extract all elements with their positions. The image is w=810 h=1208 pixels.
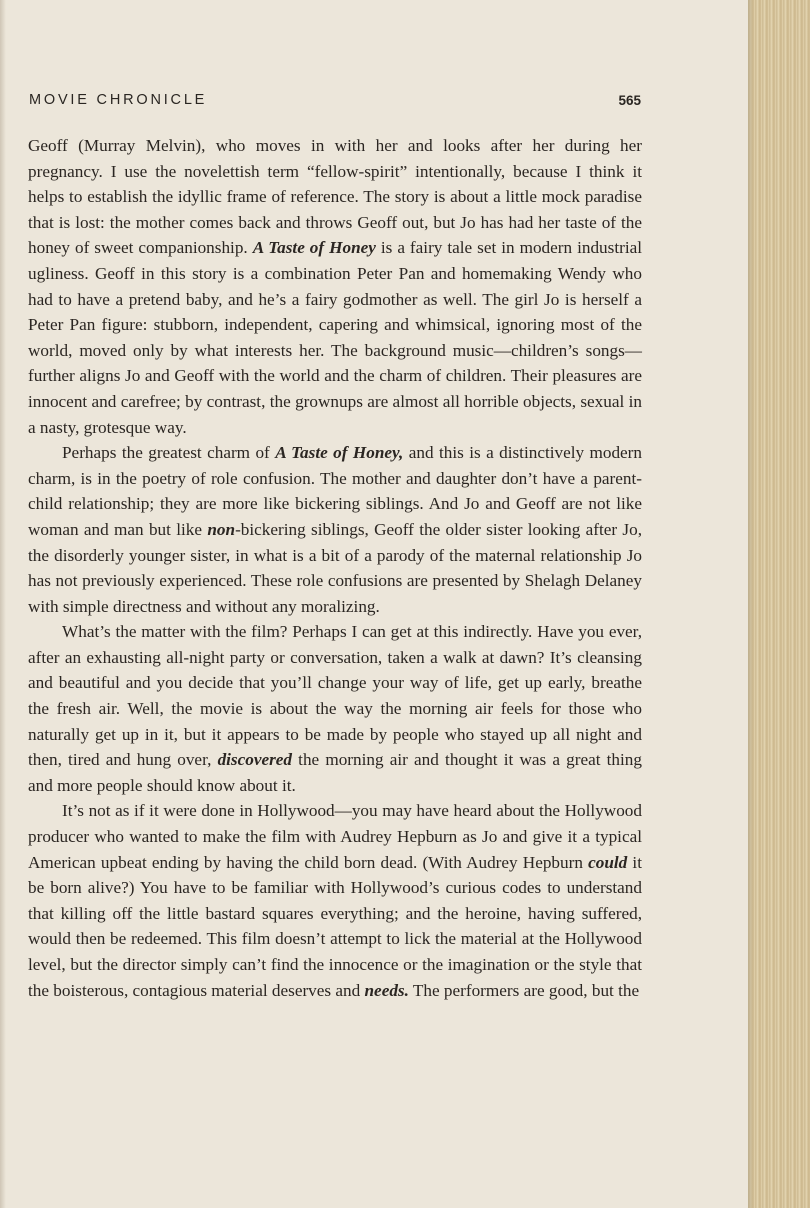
paragraph-2-text-cont: and this is a distinctively modern charm, is in the poetry of role confusion. The mother and daughter don’t have a parent-child relationship; they are more like bickering siblings. And Jo and Geoff are not like woman and man but like [28, 443, 642, 539]
running-head: MOVIE CHRONICLE [29, 92, 208, 108]
film-title: A Taste of Honey [252, 238, 376, 258]
emphasis: needs. [364, 980, 409, 1000]
paragraph-4-text-end: The performers are good, but the [408, 980, 640, 1000]
paragraph-3-text: What’s the matter with the film? Perhaps I can get at this indirectly. Have you ever, after an exhausting all-night party or conversation, taken a walk at dawn? It’s cleansing and beautiful and you decide that you’ll change your way of life, get up early, breathe the fresh air. Well, the movie is about the way the morning air feels for those who naturally get up in it, but it appears to be made by people who stayed up all night and then, tired and hung over, [28, 622, 642, 770]
paragraph-1-text: Geoff (Murray Melvin), who moves in with her and looks after her during her pregnancy. I use the novelettish term “fellow-spirit” intentionally, because I think it helps to establish the idyllic frame of reference. The story is about a little mock paradise that is lost: the mother comes back and throws Geoff out, but Jo has had her taste of the honey of sweet companionship. [28, 136, 642, 258]
paragraph-1 [28, 133, 642, 440]
paragraph-2-text: Perhaps the greatest charm of [62, 443, 276, 463]
paragraph-3 [28, 619, 642, 798]
emphasis: could [588, 852, 628, 872]
paragraph-1-text-cont: is a fairy tale set in modern industrial ugliness. Geoff in this story is a combination Peter Pan and homemaking Wendy who had to have a pretend baby, and he’s a fairy godmother as well. The girl Jo is herself a Peter Pan figure: stubborn, independent, capering and whimsical, ignoring most of the world, moved only by what interests her. The background music—children’s songs—further aligns Jo and Geoff with the world and the charm of children. Their pleasures are innocent and carefree; by contrast, the grownups are almost all horrible objects, sexual in a nasty, grotesque way. [28, 238, 642, 437]
page-number: 565 [618, 93, 641, 108]
paragraph-3-text-end: the morning air and thought it was a great thing and more people should know about it. [28, 750, 642, 795]
film-title: A Taste of Honey, [275, 443, 404, 463]
body-text [28, 133, 642, 1003]
paragraph-2 [28, 440, 642, 619]
emphasis: discovered [217, 750, 293, 770]
page-gutter-shadow [0, 0, 6, 1208]
paragraph-4-text-cont: it be born alive?) You have to be familiar with Hollywood’s curious codes to understand that killing off the little bastard squares everything; and the heroine, having suffered, would then be redeemed. This film doesn’t attempt to lick the material at the Hollywood level, but the director simply can’t find the innocence or the imagination or the style that the boisterous, contagious material deserves and [28, 852, 642, 1000]
page-edge-stack [748, 0, 810, 1208]
page-header [29, 92, 641, 112]
paragraph-4 [28, 798, 642, 1003]
emphasis: non [207, 519, 236, 539]
paragraph-4-text: It’s not as if it were done in Hollywood—you may have heard about the Hollywood producer who wanted to make the film with Audrey Hepburn as Jo and give it a typical American upbeat ending by having the child born dead. (With Audrey Hepburn [28, 801, 642, 872]
paragraph-2-text-end: -bickering siblings, Geoff the older sister looking after Jo, the disorderly younger sister, in what is a bit of a parody of the maternal relationship Jo has not previously experienced. These role confusions are presented by Shelagh Delaney with simple directness and without any moralizing. [28, 519, 642, 616]
